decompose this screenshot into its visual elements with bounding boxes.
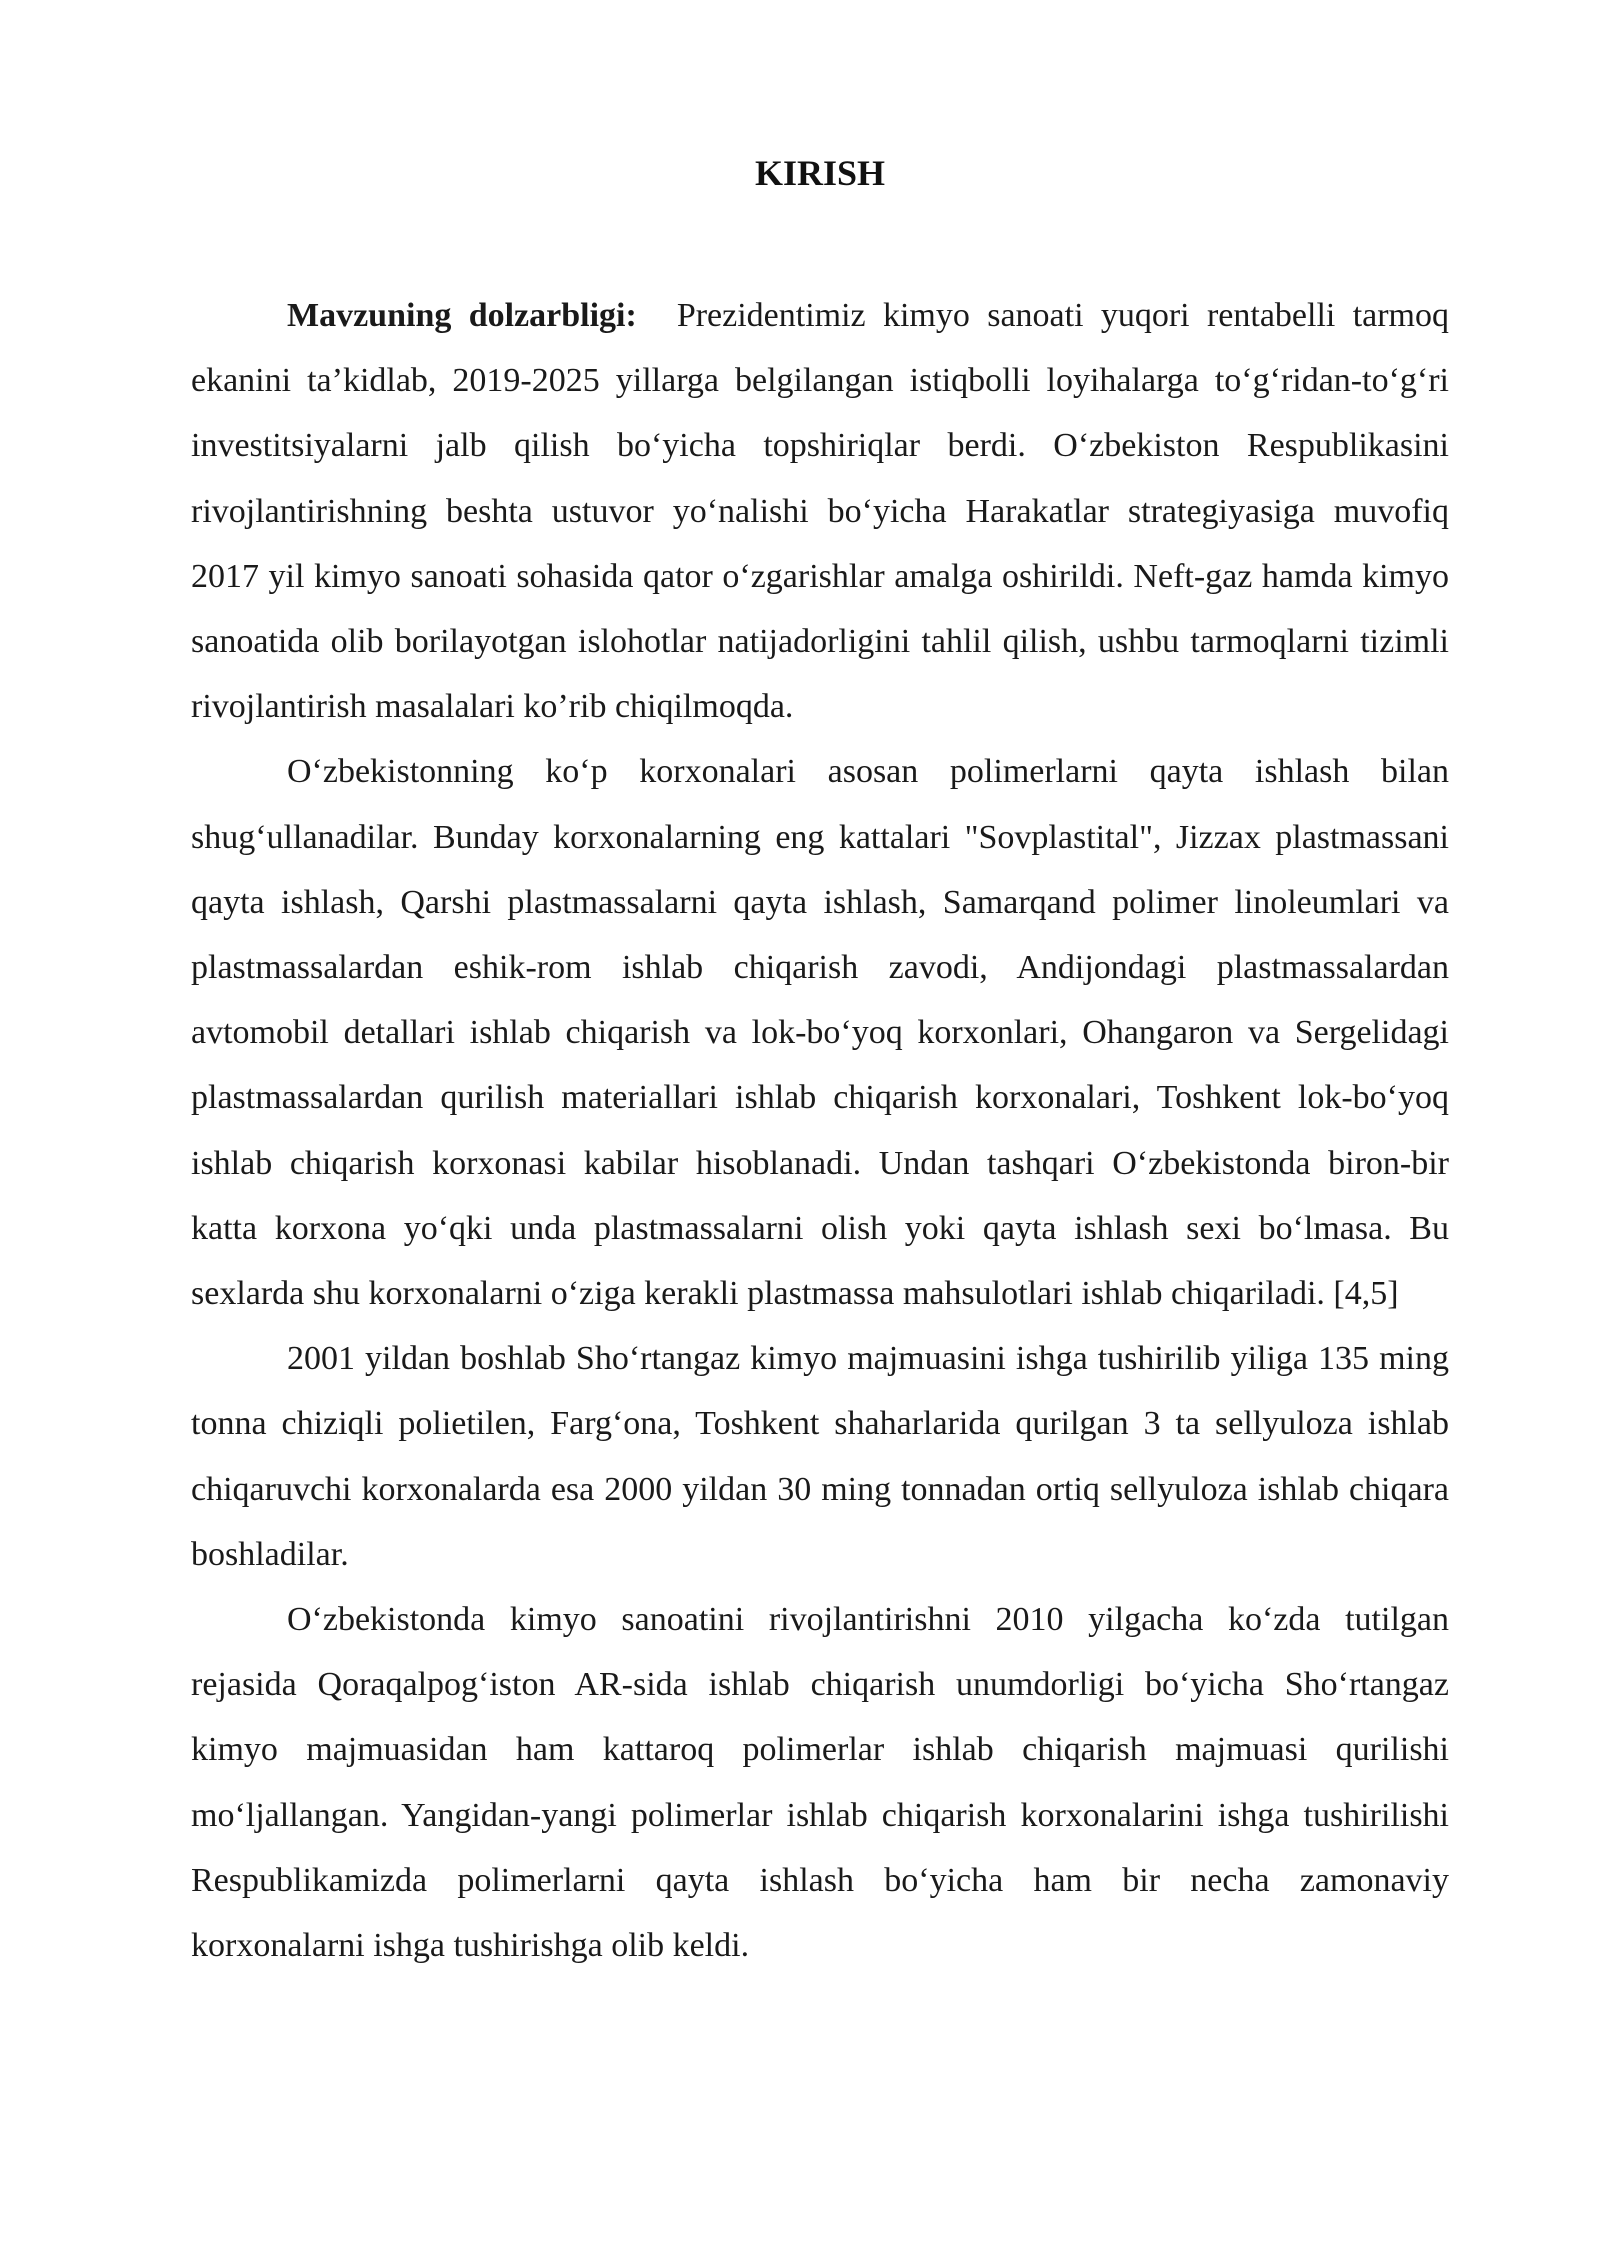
document-title: KIRISH [754, 153, 886, 193]
paragraph-lead: Mavzuning dolzarbligi: [287, 297, 637, 334]
document-body [191, 283, 1449, 1978]
paragraph-1: O‘zbekistonning ko‘p korxonalari asosan polimerlarni qayta ishlash bilan shug‘ullanadilar. Bunday korxonalarning eng kattalari "Sovplastital", Jizzax plastmassani qayta ishlash, Qarshi plastmassalarni qayta ishlash, Samarqand polimer linoleumlari va plastmassalardan eshik-rom ishlab chiqarish zavodi, Andijondagi plastmassalardan avtomobil detallari ishlab chiqarish va lok-bo‘yoq korxonlari, Ohangaron va Sergelidagi plastmassalardan qurilish materiallari ishlab chiqarish korxonalari, Toshkent lok-bo‘yoq ishlab chiqarish korxonasi kabilar hisoblanadi. Undan tashqari O‘zbekistonda biron-bir katta korxona yo‘qki unda plastmassalarni olish yoki qayta ishlash sexi bo‘lmasa. Bu sexlarda shu korxonalarni o‘ziga kerakli plastmassa mahsulotlari ishlab chiqariladi. [4,5] [191, 753, 1449, 1313]
paragraph-intro-text: Prezidentimiz kimyo sanoati yuqori rentabelli tarmoq ekanini ta’kidlab, 2019-2025 yillarga belgilangan istiqbolli loyihalarga to‘g‘ridan-to‘g‘ri investitsiyalarni jalb qilish bo‘yicha topshiriqlar berdi. O‘zbekiston Respublikasini rivojlantirishning beshta ustuvor yo‘nalishi bo‘yicha Harakatlar strategiyasiga muvofiq 2017 yil kimyo sanoati sohasida qator o‘zgarishlar amalga oshirildi. Neft-gaz hamda kimyo sanoatida olib borilayotgan islohotlar natijadorligini tahlil qilish, ushbu tarmoqlarni tizimli rivojlantirish masalalari ko’rib chiqilmoqda. [191, 297, 1449, 726]
paragraph-intro [191, 283, 1449, 739]
paragraph-2: 2001 yildan boshlab Sho‘rtangaz kimyo majmuasini ishga tushirilib yiliga 135 ming tonna chiziqli polietilen, Farg‘ona, Toshkent shaharlarida qurilgan 3 ta sellyuloza ishlab chiqaruvchi korxonalarda esa 2000 yildan 30 ming tonnadan ortiq sellyuloza ishlab chiqara boshladilar. [191, 1340, 1449, 1573]
paragraph-3: O‘zbekistonda kimyo sanoatini rivojlantirishni 2010 yilgacha ko‘zda tutilgan rejasida Qoraqalpog‘iston AR-sida ishlab chiqarish unumdorligi bo‘yicha Sho‘rtangaz kimyo majmuasidan ham kattaroq polimerlar ishlab chiqarish majmuasi qurilishi mo‘ljallangan. Yangidan-yangi polimerlar ishlab chiqarish korxonalarini ishga tushirilishi Respublikamizda polimerlarni qayta ishlash bo‘yicha ham bir necha zamonaviy korxonalarni ishga tushirishga olib keldi. [191, 1601, 1449, 1965]
